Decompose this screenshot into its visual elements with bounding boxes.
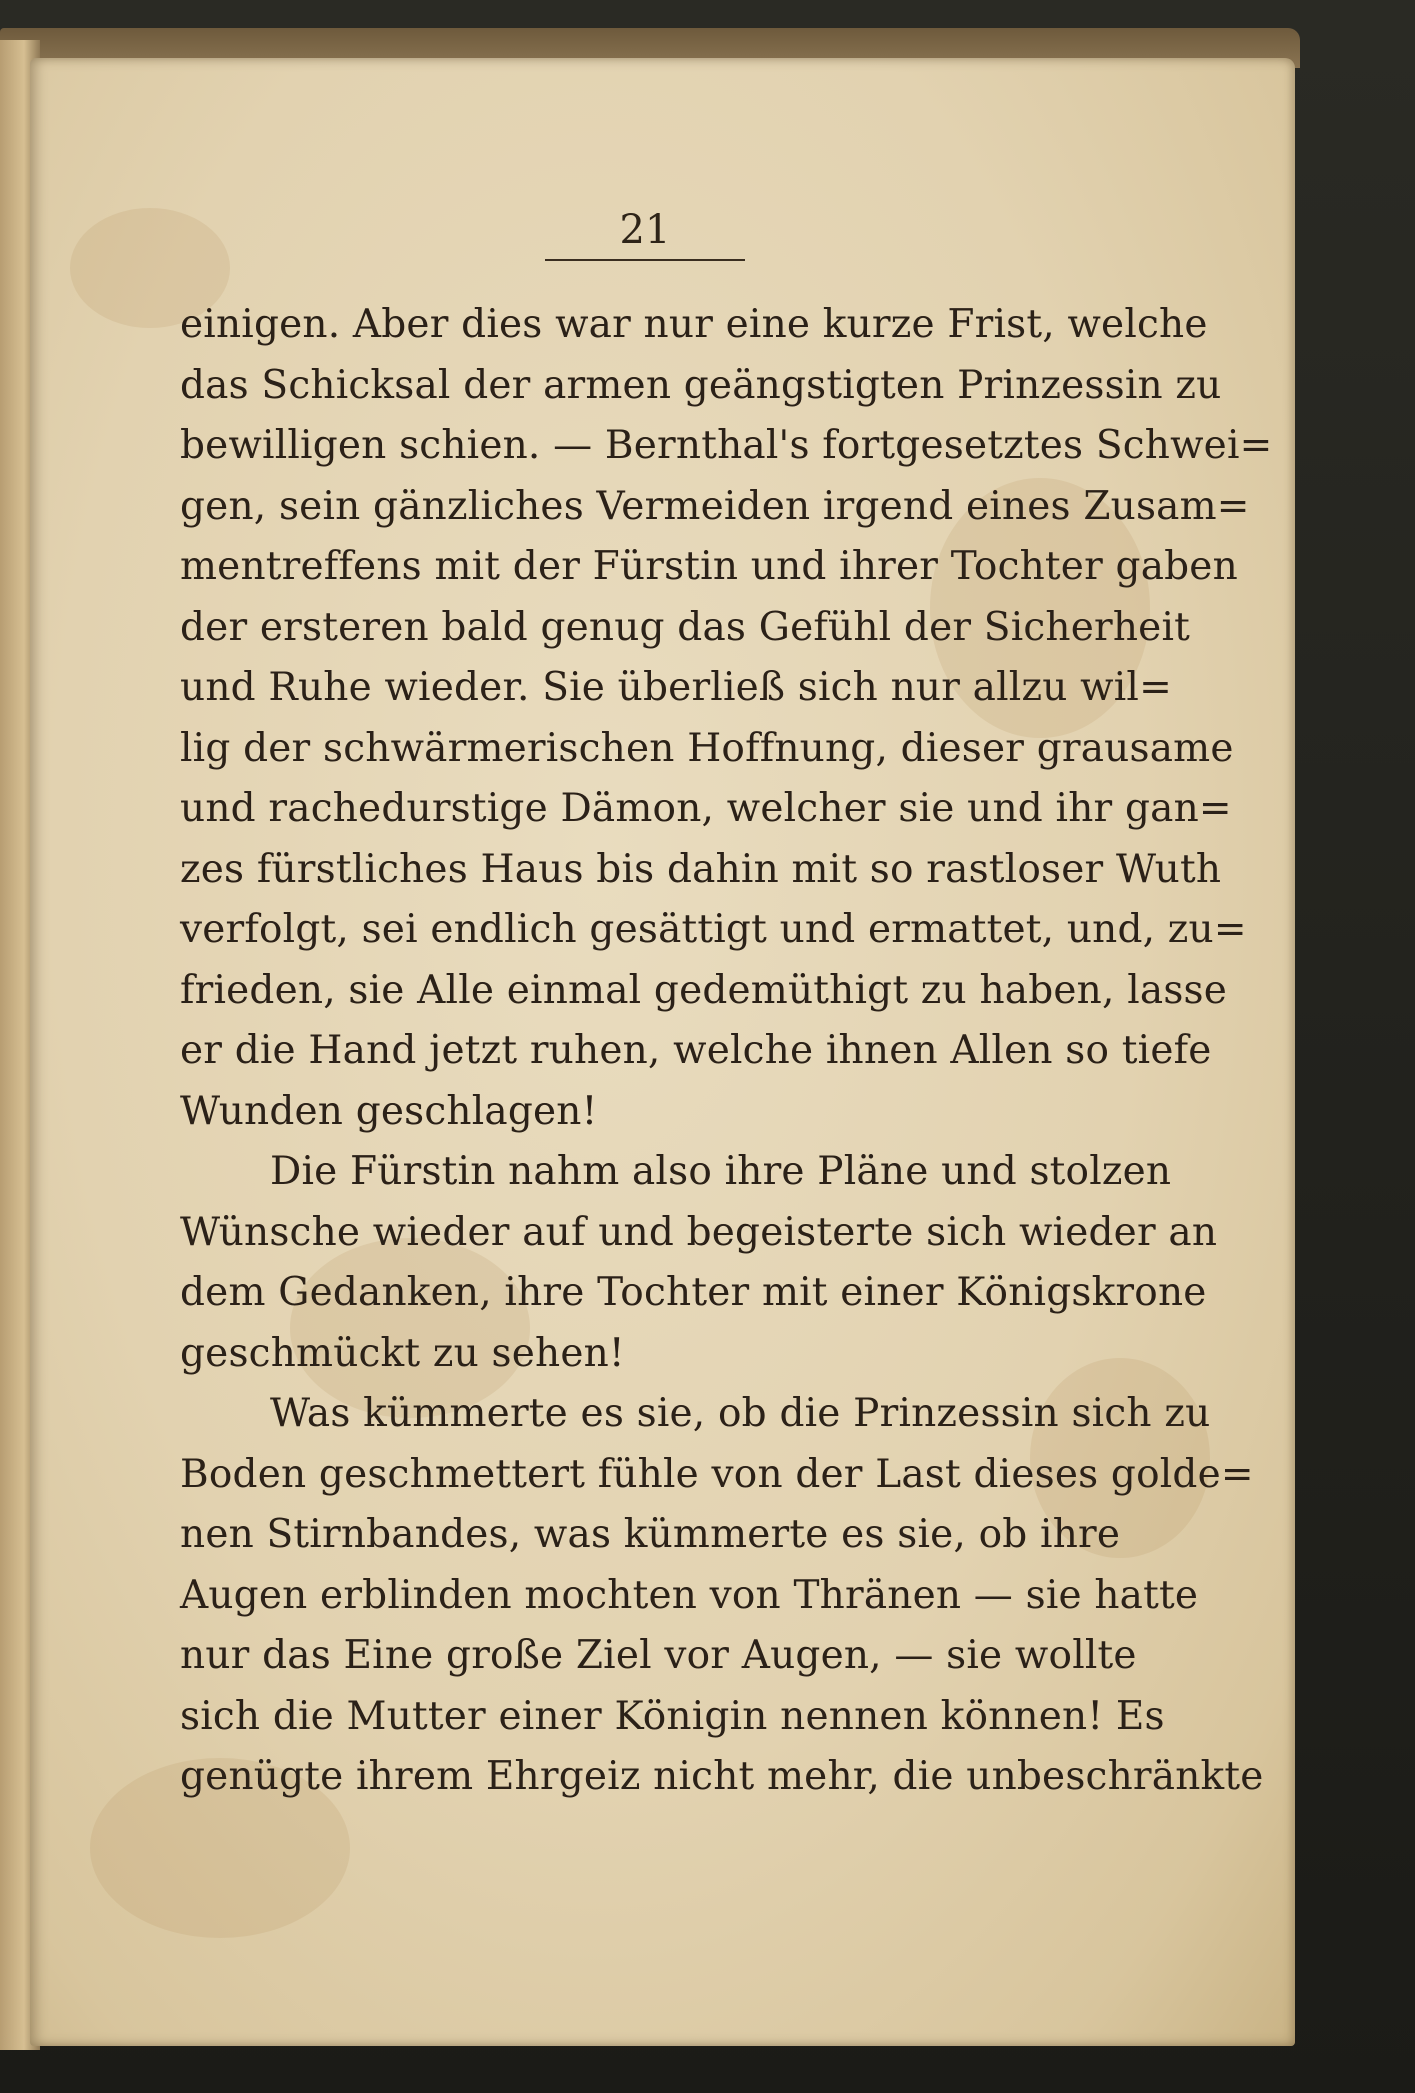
page-header (545, 205, 745, 261)
text-line: sich die Mutter einer Königin nennen können! Es (180, 1693, 1165, 1739)
text-line: nur das Eine große Ziel vor Augen, — sie wollte (180, 1633, 1137, 1678)
header-rule (545, 259, 745, 261)
text-line: das Schicksal der armen geängstigten Prinzessin zu (180, 362, 1222, 408)
text-line: genügte ihrem Ehrgeiz nicht mehr, die unbeschränkte (180, 1754, 1264, 1799)
text-line: gen, sein gänzliches Vermeiden irgend eines Zusam= (180, 483, 1250, 529)
text-line: er die Hand jetzt ruhen, welche ihnen Allen so tiefe (180, 1028, 1212, 1073)
paragraph-end-line: Wunden geschlagen! (180, 1088, 598, 1134)
text-line: lig der schwärmerischen Hoffnung, dieser grausame (180, 725, 1234, 771)
text-line: einigen. Aber dies war nur eine kurze Frist, welche (180, 302, 1208, 347)
text-line: und Ruhe wieder. Sie überließ sich nur allzu wil= (180, 665, 1172, 710)
text-line: dem Gedanken, ihre Tochter mit einer Königskrone (180, 1270, 1207, 1315)
paragraph-end-line: geschmückt zu sehen! (180, 1330, 625, 1376)
text-line: mentreffens mit der Fürstin und ihrer Tochter gaben (180, 544, 1238, 589)
text-line: bewilligen schien. — Bernthal's fortgesetztes Schwei= (180, 423, 1273, 468)
text-line: nen Stirnbandes, was kümmerte es sie, ob ihre (180, 1512, 1121, 1557)
text-line: Wünsche wieder auf und begeisterte sich wieder an (180, 1209, 1218, 1255)
body-text (180, 295, 1273, 1808)
text-line: Augen erblinden mochten von Thränen — sie hatte (180, 1572, 1199, 1618)
paragraph-start-line: Was kümmerte es sie, ob die Prinzessin sich zu (270, 1391, 1211, 1436)
text-line: zes fürstliches Haus bis dahin mit so rastloser Wuth (180, 846, 1222, 892)
text-line: verfolgt, sei endlich gesättigt und ermattet, und, zu= (180, 907, 1247, 952)
page-number: 21 (619, 207, 671, 253)
text-line: Boden geschmettert fühle von der Last dieses golde= (180, 1451, 1254, 1497)
paragraph-start-line: Die Fürstin nahm also ihre Pläne und stolzen (270, 1149, 1172, 1194)
text-line: der ersteren bald genug das Gefühl der Sicherheit (180, 604, 1191, 650)
text-line: frieden, sie Alle einmal gedemüthigt zu haben, lasse (180, 967, 1228, 1013)
text-line: und rachedurstige Dämon, welcher sie und ihr gan= (180, 786, 1232, 831)
